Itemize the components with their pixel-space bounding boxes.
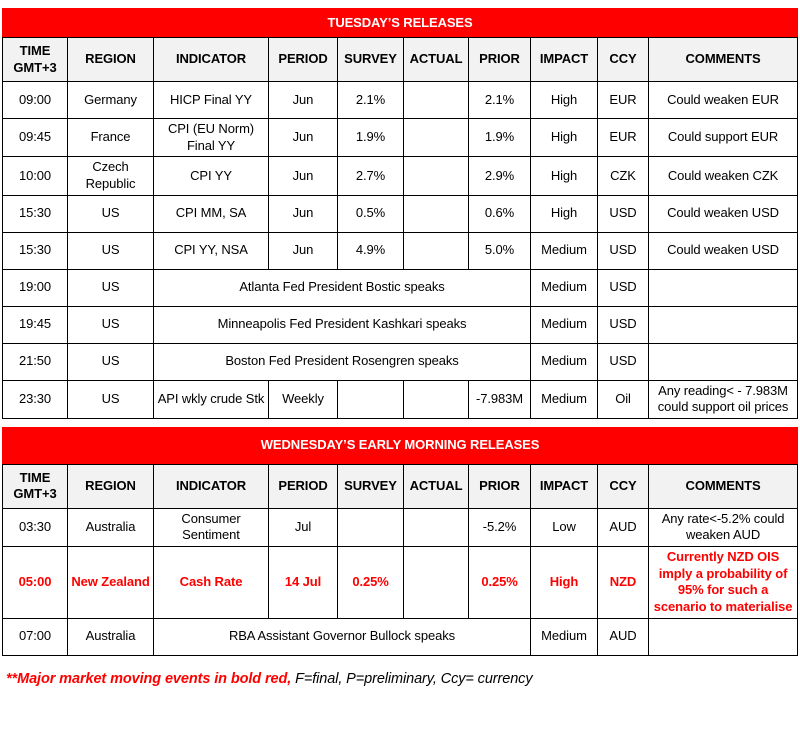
cell-impact: High [531, 82, 598, 119]
cell-comments: Any rate<-5.2% could weaken AUD [649, 508, 798, 546]
cell-impact: High [531, 157, 598, 195]
cell-time: 19:45 [3, 306, 68, 343]
column-header-region: REGION [68, 38, 154, 82]
column-header-indicator: INDICATOR [154, 38, 269, 82]
cell-time: 23:30 [3, 380, 68, 418]
table-row [3, 157, 798, 195]
cell-comments: Could weaken CZK [649, 157, 798, 195]
cell-region: New Zealand [68, 547, 154, 619]
cell-ccy: AUD [598, 508, 649, 546]
cell-period: Weekly [269, 380, 338, 418]
table-body [3, 508, 798, 655]
table-row [3, 618, 798, 655]
cell-prior: 1.9% [469, 119, 531, 157]
cell-actual [404, 508, 469, 546]
cell-impact: Medium [531, 618, 598, 655]
cell-comments: Could weaken EUR [649, 82, 798, 119]
cell-period: Jun [269, 232, 338, 269]
cell-region: US [68, 380, 154, 418]
cell-region: Germany [68, 82, 154, 119]
cell-survey: 0.25% [338, 547, 404, 619]
cell-impact: Medium [531, 380, 598, 418]
cell-time: 15:30 [3, 195, 68, 232]
cell-region: US [68, 232, 154, 269]
cell-actual [404, 82, 469, 119]
table-title: TUESDAY’S RELEASES [3, 9, 798, 38]
cell-impact: Medium [531, 232, 598, 269]
cell-actual [404, 547, 469, 619]
table-row [3, 269, 798, 306]
cell-period: Jun [269, 195, 338, 232]
column-header-prior: PRIOR [469, 38, 531, 82]
cell-survey: 0.5% [338, 195, 404, 232]
table-body [3, 82, 798, 419]
release-table-tuesday [2, 8, 798, 419]
cell-time: 05:00 [3, 547, 68, 619]
column-header-prior: PRIOR [469, 464, 531, 508]
cell-region: France [68, 119, 154, 157]
column-header-impact: IMPACT [531, 38, 598, 82]
cell-comments: Could weaken USD [649, 195, 798, 232]
cell-indicator: Boston Fed President Rosengren speaks [154, 343, 531, 380]
cell-ccy: USD [598, 195, 649, 232]
cell-actual [404, 157, 469, 195]
footnote [6, 671, 800, 687]
column-header-period: PERIOD [269, 38, 338, 82]
cell-indicator: RBA Assistant Governor Bullock speaks [154, 618, 531, 655]
cell-time: 09:45 [3, 119, 68, 157]
cell-actual [404, 380, 469, 418]
column-header-impact: IMPACT [531, 464, 598, 508]
table-row [3, 306, 798, 343]
cell-survey: 1.9% [338, 119, 404, 157]
cell-ccy: USD [598, 232, 649, 269]
cell-impact: Medium [531, 269, 598, 306]
table-row [3, 547, 798, 619]
cell-region: US [68, 343, 154, 380]
cell-ccy: EUR [598, 119, 649, 157]
table-row [3, 82, 798, 119]
column-header-survey: SURVEY [338, 38, 404, 82]
cell-actual [404, 195, 469, 232]
cell-comments [649, 306, 798, 343]
cell-impact: Medium [531, 343, 598, 380]
cell-region: US [68, 306, 154, 343]
cell-impact: High [531, 119, 598, 157]
cell-ccy: USD [598, 269, 649, 306]
footnote-red-text: **Major market moving events in bold red, [6, 670, 292, 687]
cell-period: Jun [269, 157, 338, 195]
cell-time: 15:30 [3, 232, 68, 269]
cell-prior: 2.1% [469, 82, 531, 119]
table-row [3, 343, 798, 380]
cell-indicator: Cash Rate [154, 547, 269, 619]
cell-indicator: CPI MM, SA [154, 195, 269, 232]
cell-indicator: CPI YY, NSA [154, 232, 269, 269]
column-header-comments: COMMENTS [649, 38, 798, 82]
cell-indicator: API wkly crude Stk [154, 380, 269, 418]
cell-comments: Could support EUR [649, 119, 798, 157]
table-row [3, 380, 798, 418]
cell-time: 10:00 [3, 157, 68, 195]
cell-actual [404, 119, 469, 157]
column-header-comments: COMMENTS [649, 464, 798, 508]
column-header-region: REGION [68, 464, 154, 508]
cell-time: 03:30 [3, 508, 68, 546]
cell-prior: -5.2% [469, 508, 531, 546]
release-table-wednesday [2, 427, 798, 656]
column-header-actual: ACTUAL [404, 38, 469, 82]
cell-survey [338, 508, 404, 546]
column-header-ccy: CCY [598, 464, 649, 508]
table-title-row [3, 427, 798, 464]
cell-time: 07:00 [3, 618, 68, 655]
column-header-survey: SURVEY [338, 464, 404, 508]
cell-comments [649, 618, 798, 655]
cell-prior: 2.9% [469, 157, 531, 195]
cell-region: Australia [68, 508, 154, 546]
cell-prior: 0.6% [469, 195, 531, 232]
table-title: WEDNESDAY’S EARLY MORNING RELEASES [3, 427, 798, 464]
cell-time: 19:00 [3, 269, 68, 306]
column-header-period: PERIOD [269, 464, 338, 508]
table-row [3, 232, 798, 269]
cell-ccy: Oil [598, 380, 649, 418]
cell-indicator: Atlanta Fed President Bostic speaks [154, 269, 531, 306]
cell-indicator: Minneapolis Fed President Kashkari speaks [154, 306, 531, 343]
cell-comments [649, 269, 798, 306]
cell-impact: Medium [531, 306, 598, 343]
cell-period: Jun [269, 82, 338, 119]
table-gap [0, 419, 800, 427]
cell-ccy: CZK [598, 157, 649, 195]
cell-region: Australia [68, 618, 154, 655]
cell-comments: Any reading< - 7.983M could support oil prices [649, 380, 798, 418]
table-row [3, 195, 798, 232]
cell-prior: -7.983M [469, 380, 531, 418]
cell-ccy: EUR [598, 82, 649, 119]
cell-time: 21:50 [3, 343, 68, 380]
column-header-indicator: INDICATOR [154, 464, 269, 508]
footnote-black-text: F=final, P=preliminary, Ccy= currency [291, 670, 533, 687]
cell-ccy: USD [598, 343, 649, 380]
cell-ccy: NZD [598, 547, 649, 619]
cell-impact: Low [531, 508, 598, 546]
cell-indicator: CPI YY [154, 157, 269, 195]
column-header-ccy: CCY [598, 38, 649, 82]
cell-comments: Could weaken USD [649, 232, 798, 269]
cell-survey: 2.7% [338, 157, 404, 195]
cell-region: Czech Republic [68, 157, 154, 195]
cell-comments: Currently NZD OIS imply a probability of 95% for such a scenario to materialise [649, 547, 798, 619]
table-row [3, 508, 798, 546]
column-header-time-gmt-3: TIME GMT+3 [3, 464, 68, 508]
cell-ccy: AUD [598, 618, 649, 655]
cell-prior: 5.0% [469, 232, 531, 269]
table-title-row [3, 9, 798, 38]
cell-impact: High [531, 547, 598, 619]
cell-impact: High [531, 195, 598, 232]
cell-period: 14 Jul [269, 547, 338, 619]
cell-survey [338, 380, 404, 418]
cell-survey: 4.9% [338, 232, 404, 269]
cell-time: 09:00 [3, 82, 68, 119]
cell-indicator: CPI (EU Norm) Final YY [154, 119, 269, 157]
cell-actual [404, 232, 469, 269]
table-row [3, 119, 798, 157]
column-header-row [3, 38, 798, 82]
cell-ccy: USD [598, 306, 649, 343]
cell-indicator: HICP Final YY [154, 82, 269, 119]
cell-region: US [68, 195, 154, 232]
cell-comments [649, 343, 798, 380]
column-header-row [3, 464, 798, 508]
column-header-time-gmt-3: TIME GMT+3 [3, 38, 68, 82]
cell-survey: 2.1% [338, 82, 404, 119]
column-header-actual: ACTUAL [404, 464, 469, 508]
cell-prior: 0.25% [469, 547, 531, 619]
cell-period: Jul [269, 508, 338, 546]
cell-period: Jun [269, 119, 338, 157]
cell-indicator: Consumer Sentiment [154, 508, 269, 546]
cell-region: US [68, 269, 154, 306]
